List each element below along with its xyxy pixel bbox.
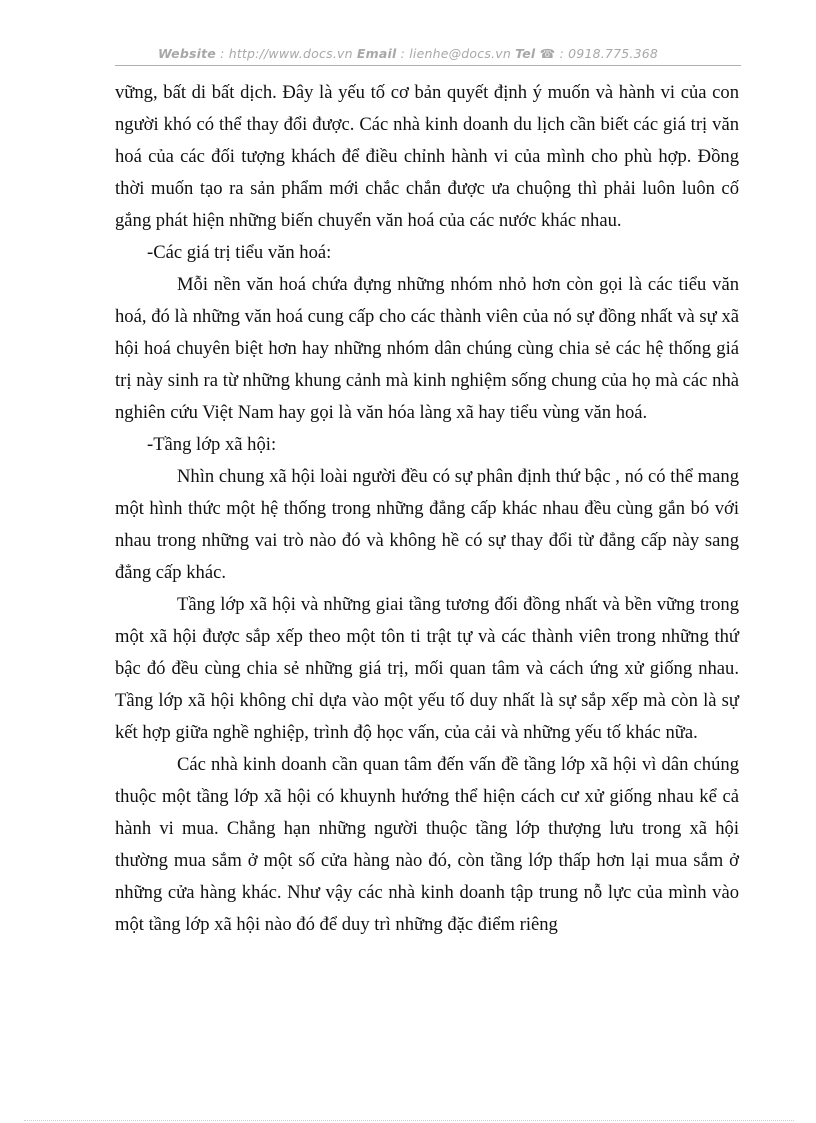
body-text [115,77,739,941]
paragraph-5: Các nhà kinh doanh cần quan tâm đến vấn đề tầng lớp xã hội vì dân chúng thuộc một tầng lớp xã hội có khuynh hướng thể hiện cách cư xử giống nhau kể cả hành vi mua. Chẳng hạn những người thuộc tầng lớp thượng lưu trong xã hội thường mua sắm ở một số cửa hàng nào đó, còn tầng lớp thấp hơn lại mua sắm ở những cửa hàng khác. Như vậy các nhà kinh doanh tập trung nỗ lực của mình vào một tầng lớp xã hội nào đó để duy trì những đặc điểm riêng [115,754,739,935]
email-address: : lienhe@docs.vn [396,46,516,61]
footer-rule [24,1120,794,1121]
tel-number: : 0918.775.368 [555,46,659,61]
header-rule [115,65,741,66]
paragraph-4: Tầng lớp xã hội và những giai tầng tương đối đồng nhất và bền vững trong một xã hội được sắp xếp theo một tôn ti trật tự và các thành viên trong những thứ bậc đó đều cùng chia sẻ những giá trị, mối quan tâm và cách ứng xử giống nhau. Tầng lớp xã hội không chỉ dựa vào một yếu tố duy nhất là sự sắp xếp mà còn là sự kết hợp giữa nghề nghiệp, trình độ học vấn, của cải và những yếu tố khác nữa. [115,594,739,743]
website-url: : http://www.docs.vn [215,46,357,61]
paragraph-2: Mỗi nền văn hoá chứa đựng những nhóm nhỏ hơn còn gọi là các tiểu văn hoá, đó là những văn hoá cung cấp cho các thành viên của nó sự đồng nhất và sự xã hội hoá chuyên biệt hơn hay những nhóm dân chúng cùng chia sẻ các hệ thống giá trị này sinh ra từ những khung cảnh mà kinh nghiệm sống chung của họ mà các nhà nghiên cứu Việt Nam hay gọi là văn hóa làng xã hay tiểu vùng văn hoá. [115,274,739,423]
email-label: Email [356,46,397,61]
subheading-tang-lop-xa-hoi: -Tầng lớp xã hội: [147,434,277,455]
phone-icon: ☎ [539,46,556,61]
paragraph-3: Nhìn chung xã hội loài người đều có sự phân định thứ bậc , nó có thể mang một hình thức một hệ thống trong những đẳng cấp khác nhau đều cùng gắn bó với nhau trong những vai trò nào đó và không hề có sự thay đổi từ đẳng cấp này sang đẳng cấp khác. [115,466,739,583]
page-header [0,46,816,61]
subheading-tieu-van-hoa: -Các giá trị tiểu văn hoá: [147,242,332,263]
website-label: Website [157,46,216,61]
tel-label: Tel [515,46,536,61]
paragraph-1: vững, bất di bất dịch. Đây là yếu tố cơ bản quyết định ý muốn và hành vi của con người khó có thể thay đổi được. Các nhà kinh doanh du lịch cần biết các giá trị văn hoá của các đối tượng khách để điều chỉnh hành vi của mình cho phù hợp. Đồng thời muốn tạo ra sản phẩm mới chắc chắn được ưa chuộng thì phải luôn luôn cố gắng phát hiện những biến chuyển văn hoá của các nước khác nhau. [115,82,739,231]
